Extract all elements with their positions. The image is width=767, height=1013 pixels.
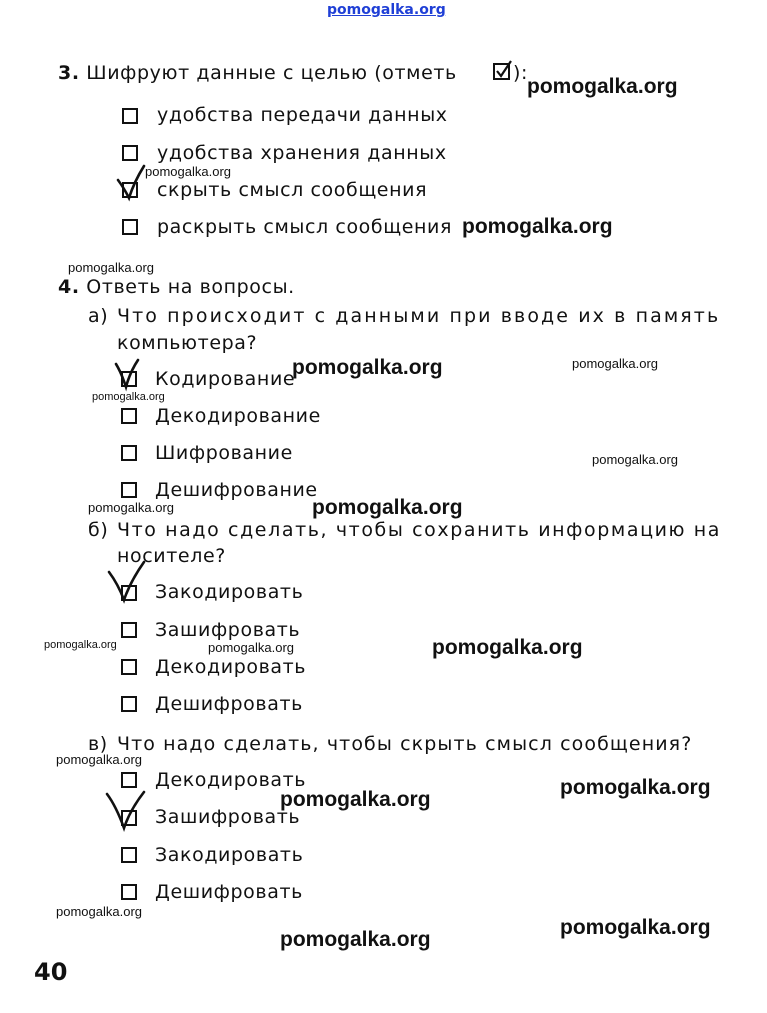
q4a-option-3-checkbox[interactable] xyxy=(121,445,137,461)
watermark: pomogalka.org xyxy=(292,356,443,379)
q3-option-2-checkbox[interactable] xyxy=(122,145,138,161)
q4b-option-3-label: Декодировать xyxy=(155,656,307,678)
q4b-option-2-label: Зашифровать xyxy=(155,619,301,641)
q4a-line2: компьютера? xyxy=(117,332,258,354)
q4a-option-1-label: Кодирование xyxy=(155,368,296,390)
watermark: pomogalka.org xyxy=(44,639,117,651)
q4-heading xyxy=(58,276,295,298)
q4a-option-4-checkbox[interactable] xyxy=(121,482,137,498)
q4c-option-3-checkbox[interactable] xyxy=(121,847,137,863)
q3-option-4-checkbox[interactable] xyxy=(122,219,138,235)
q3-heading xyxy=(58,62,457,84)
checked-box-icon xyxy=(492,60,514,82)
q4c-line1: Что надо сделать, чтобы скрыть смысл сообщения? xyxy=(117,733,693,755)
q3-option-3-label: скрыть смысл сообщения xyxy=(157,179,428,201)
q4c-option-1-checkbox[interactable] xyxy=(121,772,137,788)
watermark: pomogalka.org xyxy=(312,496,463,519)
q4b-option-1-checkmark-icon xyxy=(106,560,150,604)
q3-text: Шифруют данные с целью (отметь xyxy=(86,62,457,84)
q3-number: 3. xyxy=(58,62,80,84)
q4c-option-2-label: Зашифровать xyxy=(155,806,301,828)
q4c-option-4-checkbox[interactable] xyxy=(121,884,137,900)
page-number: 40 xyxy=(34,958,68,986)
q4a-line1: Что происходит с данными при вводе их в память xyxy=(117,305,721,327)
q3-option-1-label: удобства передачи данных xyxy=(157,104,448,126)
watermark: pomogalka.org xyxy=(592,452,678,467)
q4b-option-3-checkbox[interactable] xyxy=(121,659,137,675)
q4-text: Ответь на вопросы. xyxy=(86,276,295,298)
watermark: pomogalka.org xyxy=(462,215,613,238)
watermark: pomogalka.org xyxy=(145,164,231,179)
q4c-option-1-label: Декодировать xyxy=(155,769,307,791)
q4b-option-4-label: Дешифровать xyxy=(155,693,303,715)
q3-option-1-checkbox[interactable] xyxy=(122,108,138,124)
q4-number: 4. xyxy=(58,276,80,298)
q4a-option-2-checkbox[interactable] xyxy=(121,408,137,424)
watermark: pomogalka.org xyxy=(527,75,678,98)
q4b-option-1-label: Закодировать xyxy=(155,581,304,603)
watermark: pomogalka.org xyxy=(280,928,431,951)
q3-option-4-label: раскрыть смысл сообщения xyxy=(157,216,453,238)
q4b-line2: носителе? xyxy=(117,545,226,567)
q4b-prefix: б) xyxy=(88,519,109,541)
watermark: pomogalka.org xyxy=(432,636,583,659)
watermark: pomogalka.org xyxy=(68,260,154,275)
watermark: pomogalka.org xyxy=(208,640,294,655)
q3-option-2-label: удобства хранения данных xyxy=(157,142,447,164)
watermark: pomogalka.org xyxy=(56,752,142,767)
q4c-option-2-checkmark-icon xyxy=(104,790,148,834)
q4b-option-4-checkbox[interactable] xyxy=(121,696,137,712)
watermark: pomogalka.org xyxy=(280,788,431,811)
watermark: pomogalka.org xyxy=(92,391,165,403)
watermark: pomogalka.org xyxy=(560,776,711,799)
q4c-prefix: в) xyxy=(88,733,108,755)
q3-text-end: ): xyxy=(513,62,529,84)
watermark: pomogalka.org xyxy=(56,904,142,919)
q4a-option-4-label: Дешифрование xyxy=(155,479,318,501)
watermark: pomogalka.org xyxy=(88,500,174,515)
q4a-option-3-label: Шифрование xyxy=(155,442,293,464)
watermark: pomogalka.org xyxy=(572,356,658,371)
watermark-top[interactable]: pomogalka.org xyxy=(327,2,446,18)
watermark: pomogalka.org xyxy=(560,916,711,939)
q4b-option-2-checkbox[interactable] xyxy=(121,622,137,638)
q4c-option-4-label: Дешифровать xyxy=(155,881,303,903)
q4a-option-2-label: Декодирование xyxy=(155,405,321,427)
q4a-prefix: а) xyxy=(88,305,109,327)
q4b-line1: Что надо сделать, чтобы сохранить информацию на xyxy=(117,519,722,541)
q4c-option-3-label: Закодировать xyxy=(155,844,304,866)
